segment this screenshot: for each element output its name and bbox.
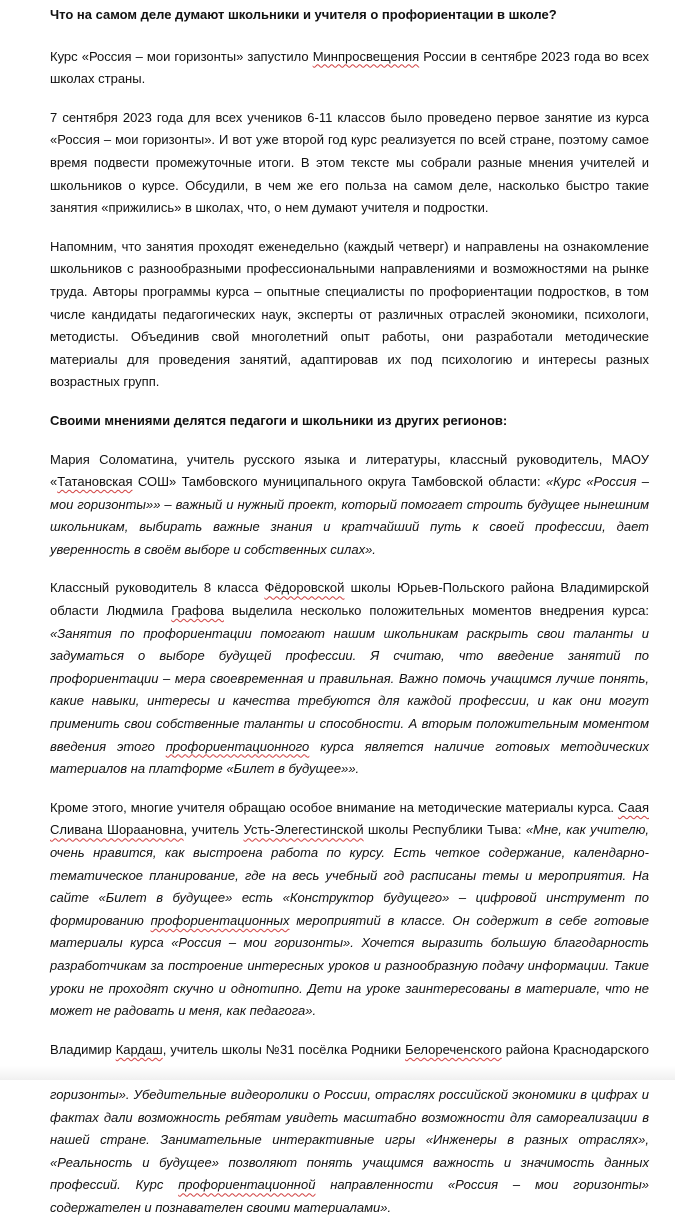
text-run: , учитель школы №31 посёлка Родники bbox=[162, 1041, 406, 1057]
spellcheck-word: Фёдоровской bbox=[264, 580, 345, 596]
spellcheck-word: Саая Сливана Шораановна bbox=[50, 799, 649, 838]
quote-text: «Курс «Россия – мои горизонты»» – важный и нужный проект, который помогает строить будущее нынешним школьникам, выбирать важные знания и кратчайший путь к своей профессии, дает уверенность в своём выборе и собственных силах». bbox=[50, 474, 649, 557]
spellcheck-word: Графова bbox=[171, 603, 224, 619]
spellcheck-word: профориентационных bbox=[150, 912, 290, 928]
spellcheck-word: Минпросвещения bbox=[312, 48, 420, 64]
text-run: Курс «Россия – мои горизонты» запустило bbox=[50, 48, 313, 64]
quote-text: направленности «Россия – мои горизонты» содержателен и познавателен своими материалами». bbox=[50, 1177, 649, 1215]
quote-text: горизонты». Убедительные видеоролики о России, отраслях российской экономики в цифрах и фактах дали возможность ребятам увидеть масштабно возможности для самореализации в нашей стране. Занимательные интерактивные игры «Инженеры в разных отраслях», «Реальность и будущее» позволяют понять учащимся важность и значимость данных профессий. Курс bbox=[50, 1086, 649, 1193]
section-subheading: Своими мнениями делятся педагоги и школьники из других регионов: bbox=[50, 412, 508, 428]
quote-text: мероприятий в классе. Он содержит в себе готовые материалы курса «Россия – мои горизонты». Хочется выразить большую благодарность разработчикам за построение интересных уроков и разнообразную подачу информации. Такие уроки не проходят скучно и однотипно. Дети на уроке заинтересованы в материале, что не может не радовать и меня, как педагога». bbox=[50, 912, 649, 1019]
text-run: , учитель bbox=[183, 822, 244, 838]
quote-text: курса является наличие готовых методических материалов на платформе «Билет в будущее»». bbox=[50, 738, 649, 777]
spellcheck-word: Белореченского bbox=[405, 1041, 502, 1057]
text-run: выделила несколько положительных моментов внедрения курса: bbox=[223, 603, 649, 619]
text-run: России в сентябре 2023 года во всех школах страны. bbox=[50, 48, 649, 87]
spellcheck-word: Татановская bbox=[57, 474, 133, 490]
quote-text: «Мне, как учителю, очень нравится, как выстроена работа по курсу. Есть четкое содержание, календарно-тематическое планирование, где на весь учебный год расписаны темы и мероприятия. На сайте «Билет в будущее» есть «Конструктор будущего» – цифровой инструмент по формированию bbox=[50, 822, 649, 928]
quote-solomatina bbox=[50, 449, 649, 562]
spellcheck-word: профориентационного bbox=[165, 738, 310, 754]
paragraph-intro bbox=[50, 46, 649, 91]
text-run: школы Республики Тыва: bbox=[363, 822, 526, 838]
spellcheck-word: Кардаш bbox=[115, 1041, 163, 1057]
article-heading: Что на самом деле думают школьники и учителя о профориентации в школе? bbox=[50, 7, 557, 22]
text-run: СОШ» Тамбовского муниципального округа Тамбовской области: bbox=[132, 474, 546, 490]
quote-grafova bbox=[50, 577, 649, 780]
text-run: Владимир bbox=[50, 1041, 116, 1057]
paragraph-schedule: Напомним, что занятия проходят еженедельно (каждый четверг) и направлены на ознакомление школьников с разнообразными профессиональными направлениями и возможностями на рынке труда. Авторы программы курса – опытные специалисты по профориентации подростков, в том числе кандидаты педагогических наук, эксперты от различных отраслей экономики, психологи, методисты. Объединив свой многолетний опыт работы, они разработали методические материалы для проведения занятий, адаптировав их под психологию и интересы разных возрастных групп. bbox=[50, 238, 649, 390]
paragraph-first-lesson: 7 сентября 2023 года для всех учеников 6-11 классов было проведено первое занятие из курса «Россия – мои горизонты». И вот уже второй год курс реализуется по всей стране, поэтому самое время подвести промежуточные итоги. В этом тексте мы собрали разные мнения учителей и школьников о курсе. Обсудили, в чем же его польза на самом деле, насколько быстро такие занятия «прижились» в школах, что, о нем думают учителя и подростки. bbox=[50, 109, 649, 216]
quote-sliyana bbox=[50, 797, 649, 1023]
text-run: района Краснодарского bbox=[505, 1041, 650, 1057]
quote-text: «Занятия по профориентации помогают нашим школьникам раскрыть свои таланты и задуматься о выборе будущей профессии. Я считаю, что введение занятий по профориентации – мера своевременная и правильная. Важно помочь учащимся лучше понять, какие навыки, интересы и качества требуются для каждой профессии, и как они могут применить свои собственные таланты и способности. А вторым положительным моментом введения этого bbox=[50, 625, 649, 754]
text-run: Кроме этого, многие учителя обращаю особое внимание на методические материалы курса. bbox=[50, 799, 618, 815]
page-bottom-edge bbox=[0, 1066, 675, 1080]
text-run: Классный руководитель 8 класса bbox=[50, 580, 265, 596]
text-run: школы Юрьев-Польского района Владимирской области Людмила bbox=[50, 580, 649, 619]
text-run: Мария Соломатина, учитель русского языка и литературы, классный руководитель, МАОУ « bbox=[50, 451, 649, 490]
spellcheck-word: Усть-Элегестинской bbox=[243, 822, 364, 838]
spellcheck-word: профориентационной bbox=[178, 1177, 316, 1193]
